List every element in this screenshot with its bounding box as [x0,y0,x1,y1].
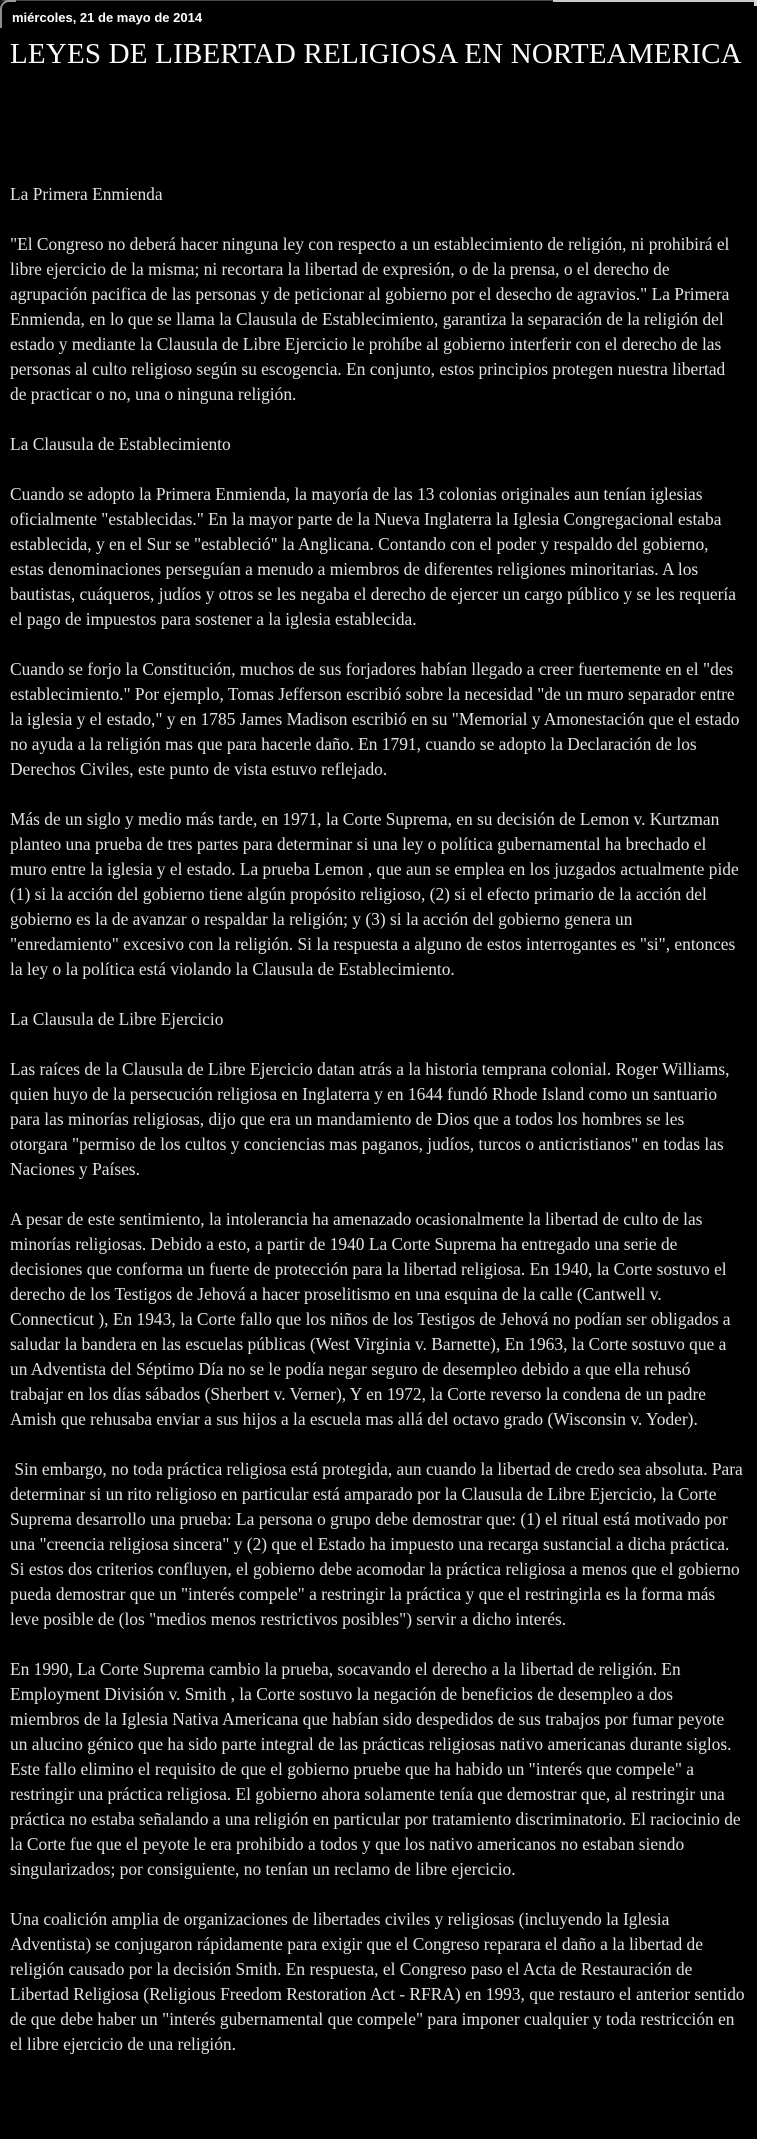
article-paragraph: Las raíces de la Clausula de Libre Ejercicio datan atrás a la historia temprana colonial. Roger Williams, quien huyo de la persecución religiosa en Inglaterra y en 1644 fundó Rhode Island como un santuario para las minorías religiosas, dijo que era un mandamiento de Dios que a todos los hombres se les otorgara "permiso de los cultos y conciencias mas paganos, judíos, turcos o anticristianos" en todas las Naciones y Países. [10,1058,734,1179]
article-paragraph: Sin embargo, no toda práctica religiosa está protegida, aun cuando la libertad de credo sea absoluta. Para determinar si un rito religioso en particular está amparado por la Clausula de Libre Ejercicio, la Corte Suprema desarrollo una prueba: La persona o grupo debe demostrar que: (1) el ritual está motivado por una "creencia religiosa sincera" y (2) que el Estado ha impuesto una recarga sustancial a dicha práctica. Si estos dos criterios confluyen, el gobierno debe acomodar la práctica religiosa a menos que el gobierno pueda demostrar que un "interés compele" a restringir la práctica y que el restringirla es la forma más leve posible de (los "medios menos restrictivos posibles") servir a dicho interés. [10,1458,748,1629]
article-paragraph: Cuando se adopto la Primera Enmienda, la mayoría de las 13 colonias originales aun tenían iglesias oficialmente "establecidas." En la mayor parte de la Nueva Inglaterra la Iglesia Congregacional estaba establecida, y en el Sur se "estableció" la Anglicana. Contando con el poder y respaldo del gobierno, estas denominaciones perseguían a menudo a miembros de diferentes religiones minoritarias. A los bautistas, cuáqueros, judíos y otros se les negaba el derecho de ejercer un cargo público y se les requería el pago de impuestos para sostener a la iglesia establecida. [10,483,741,629]
article-paragraph: Una coalición amplia de organizaciones de libertades civiles y religiosas (incluyendo la Iglesia Adventista) se conjugaron rápidamente para exigir que el Congreso reparara el daño a la libertad de religión causado por la decisión Smith. En respuesta, el Congreso paso el Acta de Restauración de Libertad Religiosa (Religious Freedom Restoration Act - RFRA) en 1993, que restauro el anterior sentido de que debe haber un "interés gubernamental que compele" para imponer cualquier y toda restricción en el libre ejercicio de una religión. [10,1908,749,2054]
article-paragraph: "El Congreso no deberá hacer ninguna ley con respecto a un establecimiento de religión, ni prohibirá el libre ejercicio de la misma; ni recortara la libertad de expresión, o de la prensa, o el derecho de agrupación pacifica de las personas y de peticionar al gobierno por el desecho de agravios." La Primera Enmienda, en lo que se llama la Clausula de Establecimiento, garantiza la separación de la religión del estado y mediante la Clausula de Libre Ejercicio le prohíbe al gobierno interferir con el derecho de las personas al culto religioso según su escogencia. En conjunto, estos principios protegen nuestra libertad de practicar o no, una o ninguna religión. [10,233,734,404]
article-paragraph: Más de un siglo y medio más tarde, en 1971, la Corte Suprema, en su decisión de Lemon v. Kurtzman planteo una prueba de tres partes para determinar si una ley o política gubernamental ha brechado el muro entre la iglesia y el estado. La prueba Lemon , que aun se emplea en los juzgados actualmente pide (1) si la acción del gobierno tiene algún propósito religioso, (2) si el efecto primario de la acción del gobierno es la de avanzar o respaldar la religión; y (3) si la acción del gobierno genera un "enredamiento" excesivo con la religión. Si la respuesta a alguno de estos interrogantes es "si", entonces la ley o la política está violando la Clausula de Establecimiento. [10,808,744,979]
article-paragraph: Cuando se forjo la Constitución, muchos de sus forjadores habían llegado a creer fuertemente en el "des establecimiento." Por ejemplo, Tomas Jefferson escribió sobre la necesidad "de un muro separador entre la iglesia y el estado," y en 1785 James Madison escribió en su "Memorial y Amonestación que el estado no ayuda a la religión mas que para hacerle daño. En 1791, cuando se adopto la Declaración de los Derechos Civiles, este punto de vista estuvo reflejado. [10,658,744,779]
title-body-spacer [10,71,745,157]
section-heading: La Clausula de Establecimiento [10,433,231,454]
article-paragraph: En 1990, La Corte Suprema cambio la prueba, socavando el derecho a la libertad de religión. En Employment División v. Smith , la Corte sostuvo la negación de beneficios de desempleo a dos miembros de la Iglesia Nativa Americana que habían sido despedidos de sus trabajos por fumar peyote un alucino génico que ha sido parte integral de las prácticas religiosas nativo americanas durante siglos. Este fallo elimino el requisito de que el gobierno pruebe que ha habido un "interés que compele" a restringir una práctica religiosa. El gobierno ahora solamente tenía que demostrar que, al restringir una práctica no estaba señalando a una religión en particular por tratamiento discriminatorio. El raciocinio de la Corte fue que el peyote le era prohibido a todos y que los nativo americanos no estaban siendo singularizados; por consiguiente, no tenían un reclamo de libre ejercicio. [10,1658,745,1879]
article-paragraph: A pesar de este sentimiento, la intolerancia ha amenazado ocasionalmente la libertad de culto de las minorías religiosas. Debido a esto, a partir de 1940 La Corte Suprema ha entregado una serie de decisiones que conforma un fuerte de protección para la libertad religiosa. En 1940, la Corte sostuvo el derecho de los Testigos de Jehová a hacer proselitismo en una esquina de la calle (Cantwell v. Connecticut ), En 1943, la Corte fallo que los niños de los Testigos de Jehová no podían ser obligados a saludar la bandera en las escuelas públicas (West Virginia v. Barnette), En 1963, la Corte sostuvo que a un Adventista del Séptimo Día no se le podía negar seguro de desempleo debido a que ella rehusó trabajar en los días sábados (Sherbert v. Verner), Y en 1972, la Corte reverso la condena de un padre Amish que rehusaba enviar a sus hijos a la escuela mas allá del octavo grado (Wisconsin v. Yoder). [10,1208,735,1429]
section-heading: La Clausula de Libre Ejercicio [10,1008,224,1029]
post-date-header: miércoles, 21 de mayo de 2014 [12,10,203,25]
post-title: LEYES DE LIBERTAD RELIGIOSA EN NORTEAMERICA [10,38,742,70]
section-heading: La Primera Enmienda [10,183,163,204]
